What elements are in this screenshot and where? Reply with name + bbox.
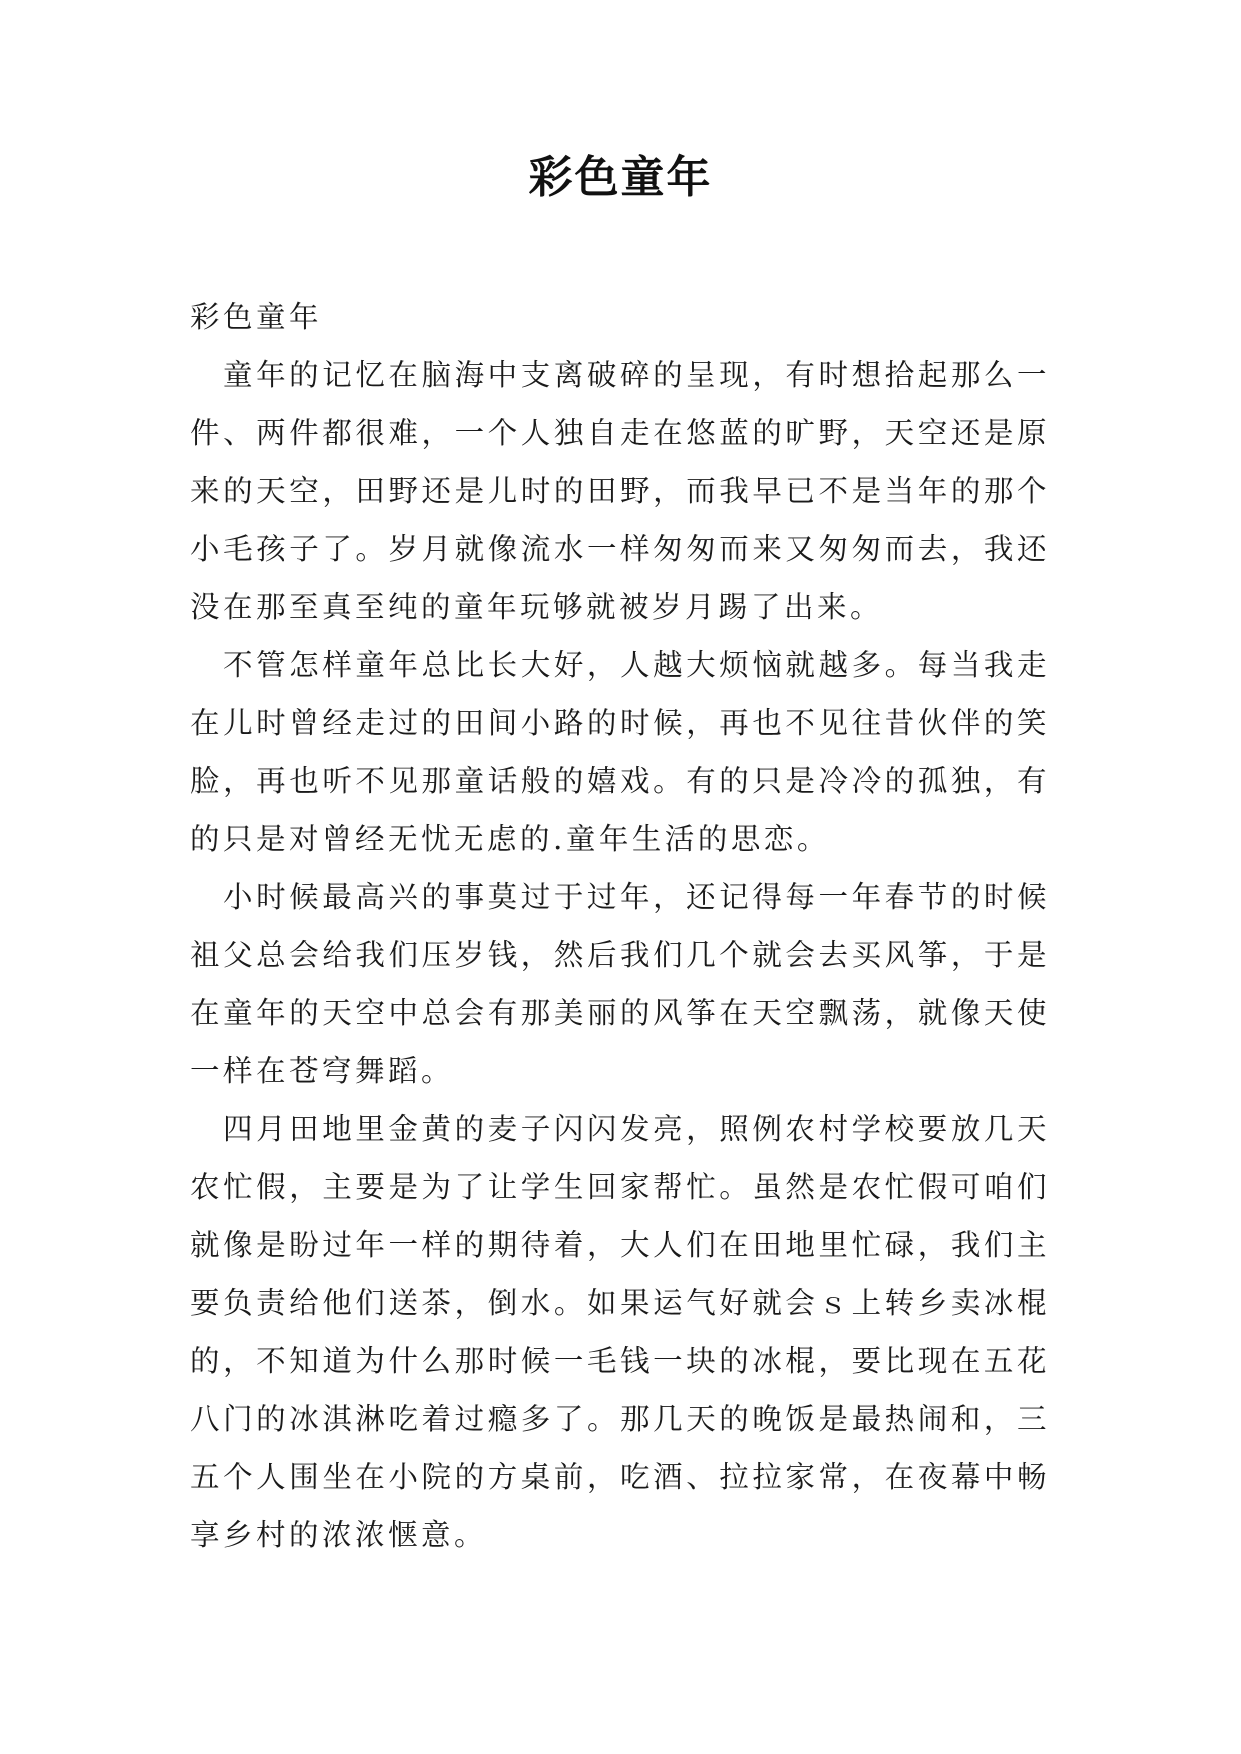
paragraph-4: 四月田地里金黄的麦子闪闪发亮，照例农村学校要放几天农忙假，主要是为了让学生回家帮忙。虽然是农忙假可咱们就像是盼过年一样的期待着，大人们在田地里忙碌，我们主要负责给他们送茶，倒水。如果运气好就会ｓ上转乡卖冰棍的，不知道为什么那时候一毛钱一块的冰棍，要比现在五花八门的冰淇淋吃着过瘾多了。那几天的晚饭是最热闹和，三五个人围坐在小院的方桌前，吃酒、拉拉家常，在夜幕中畅享乡村的浓浓惬意。 bbox=[190, 1112, 1050, 1552]
document-subtitle: 彩色童年 bbox=[190, 300, 323, 334]
paragraph-3: 小时候最高兴的事莫过于过年，还记得每一年春节的时候祖父总会给我们压岁钱，然后我们几个就会去买风筝，于是在童年的天空中总会有那美丽的风筝在天空飘荡，就像天使一样在苍穹舞蹈。 bbox=[190, 880, 1050, 1088]
paragraph-2: 不管怎样童年总比长大好，人越大烦恼就越多。每当我走在儿时曾经走过的田间小路的时候，再也不见往昔伙伴的笑脸，再也听不见那童话般的嬉戏。有的只是冷冷的孤独，有的只是对曾经无忧无虑的.童年生活的思恋。 bbox=[190, 648, 1050, 856]
document-title: 彩色童年 bbox=[528, 152, 713, 203]
paragraph-1: 童年的记忆在脑海中支离破碎的呈现，有时想拾起那么一件、两件都很难，一个人独自走在悠蓝的旷野，天空还是原来的天空，田野还是儿时的田野，而我早已不是当年的那个小毛孩子了。岁月就像流水一样匆匆而来又匆匆而去，我还没在那至真至纯的童年玩够就被岁月踢了出来。 bbox=[190, 358, 1050, 624]
document-body bbox=[190, 288, 1050, 1564]
